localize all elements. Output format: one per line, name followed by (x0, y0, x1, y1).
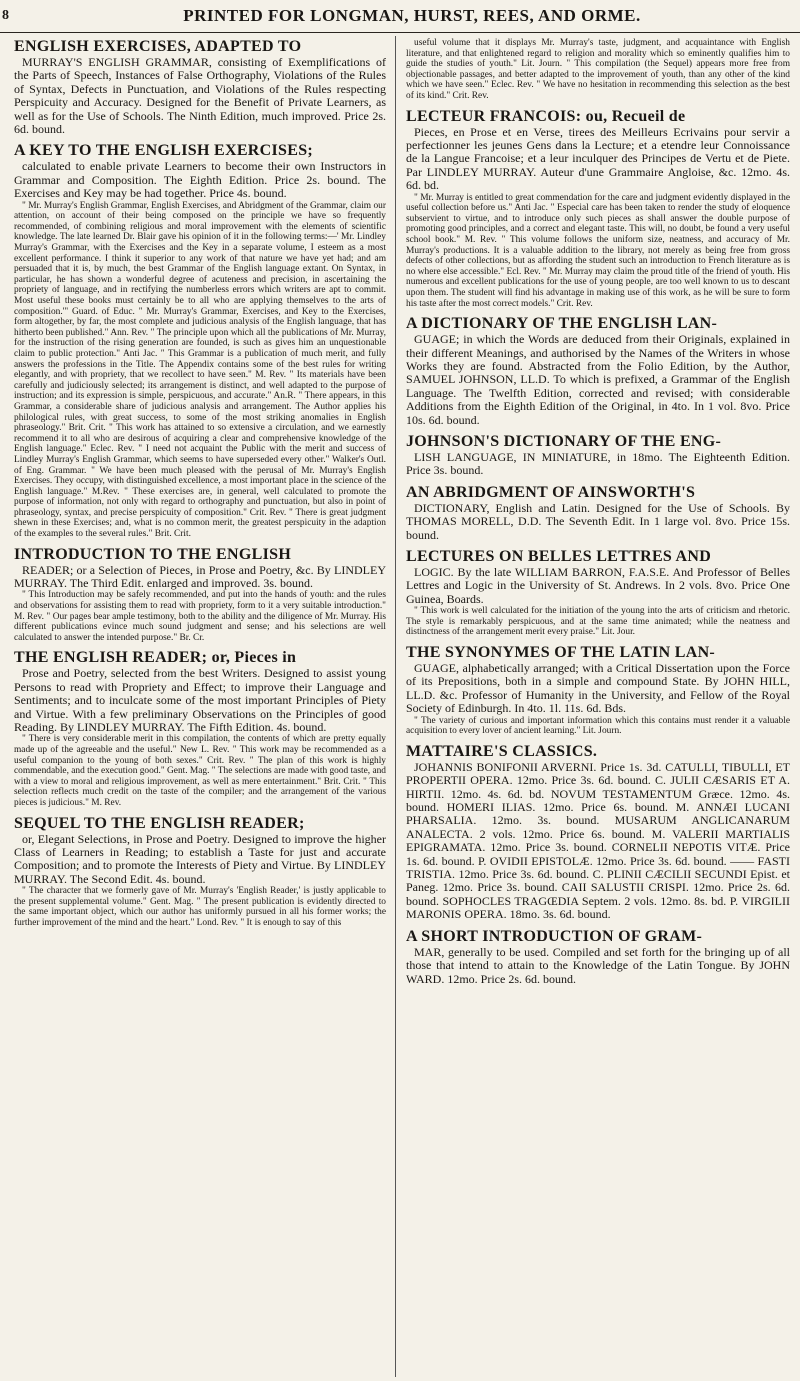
publisher-header: PRINTED FOR LONGMAN, HURST, REES, AND ORME. (183, 6, 641, 25)
advertisement-title: SEQUEL TO THE ENGLISH READER; (14, 814, 305, 832)
review-quotations: " Mr. Murray is entitled to great commendation for the care and judgment evidently displayed in the useful collection before us." Anti Jac. " Especial care has been taken to render the study of eloquence subservient to virtue, and to introduce only such pieces as shall answer the double purpose of promoting good principles, and a correct and elegant taste. This will, no doubt, be found a very useful school book." M. Rev. " This volume follows the uniform size, neatness, and accuracy of Mr. Murray's productions. It is a valuable addition to the library, not merely as being free from gross defects of other collections, but as affording the student such an introduction to French literature as is no where else accessible." Ecl. Rev. " Mr. Murray may claim the proud title of the friend of youth. His numerous and excellent publications for the use of young people, are too well known to us to descant upon them. The student will find his advantage in making use of this work, as he will be sure to form his taste after the most correct models." Crit. Rev. (406, 192, 790, 309)
advertisement-block (406, 108, 790, 310)
advertisement-description: GUAGE, alphabetically arranged; with a Critical Dissertation upon the Force of its Prepositions, both in a simple and compound State. By JOHN HILL, LL.D. &c. Professor of Humanity in the University, and Fellow of the Royal Society of Edinburgh. In 4to. 1l. 11s. 6d. Bds. (406, 661, 790, 716)
advertisement-block (14, 38, 386, 136)
advertisement-title: INTRODUCTION TO THE ENGLISH (14, 545, 292, 563)
advertisement-title: MATTAIRE'S CLASSICS. (406, 742, 598, 760)
advertisement-title: LECTURES ON BELLES LETTRES AND (406, 548, 712, 565)
advertisement-title: THE SYNONYMES OF THE LATIN LAN- (406, 644, 716, 661)
review-quotations: " This work is well calculated for the initiation of the young into the arts of criticism and rhetoric. The style is remarkably perspicuous, and at the same time animated; while the neatness and distinctness of the arrangement merit every praise." Lit. Jour. (406, 606, 790, 638)
advertisement-description: LISH LANGUAGE, IN MINIATURE, in 18mo. The Eighteenth Edition. Price 3s. bound. (406, 449, 790, 478)
left-column (14, 38, 386, 1379)
advertisement-block (406, 484, 790, 542)
advertisement-title: AN ABRIDGMENT OF AINSWORTH'S (406, 483, 696, 501)
advertisement-block (406, 433, 790, 478)
advertisement-description: Pieces, en Prose et en Verse, tirees des Meilleurs Ecrivains pour servir a perfectionner les jeunes Gens dans la Lecture; et a etendre leur Connoissance de la Langue Francoise; et a leur inculquer des Principes de Vertu et de Piete. Par LINDLEY MURRAY. Auteur d'une Grammaire Angloise, &c. 12mo. 4s. 6d. bd. (406, 124, 790, 193)
advertisement-block (14, 546, 386, 644)
advertisement-title: A DICTIONARY OF THE ENGLISH LAN- (406, 315, 718, 333)
page-number: 8 (2, 8, 10, 23)
column-divider (395, 36, 396, 1377)
review-quotations: " Mr. Murray's English Grammar, English Exercises, and Abridgment of the Grammar, claim our attention, on account of their being composed on the principle we have so frequently recommended, of combining religious and moral improvement with the elements of scientific knowledge. The late learned Dr. Blair gave his opinion of it in the following terms:—' Mr. Lindley Murray's Grammar, with the Exercises and the Key in a separate volume, I esteem as a most excellent performance. I think it superior to any work of that nature we have yet had; and am persuaded that it is, by much, the best Grammar of the English language extant. On Syntax, in particular, he has shown a wonderful degree of acuteness and precision, in ascertaining the propriety of language, and in rectifying the numberless errors which writers are apt to commit. Most useful these books must certainly be to all who are applying themselves to the arts of composition.'" Guard. of Educ. " Mr. Murray's Grammar, Exercises, and Key to the Exercises, form altogether, by far, the most complete and judicious analysis of the English language, that has hitherto been published." Ann. Rev. " The principle upon which all the publications of Mr. Murray, for the instruction of the rising generation are founded, is such as gives him an unquestionable claim to public protection." Anti Jac. " This Grammar is a publication of much merit, and fully answers the professions in the Title. The Appendix contains some of the best rules for writing elegantly, and with propriety, that we recollect to have seen." M. Rev. " Its materials have been carefully and judiciously selected; its arrangement is distinct, and well adapted to the purpose of instruction; and its expression is simple, perspicuous, and accurate." An.R. " There appears, in this Grammar, a considerable share of judicious analysis and arrangement. The Author applies his philological rules, with great success, to some of the most striking anomalies in English phraseology." Brit. Crit. " This work has attained to so extensive a circulation, and we earnestly recommend it to all who are desirous of acquiring a clear and comprehensive knowledge of the English language." Eclec. Rev. " I need not acquaint the Public with the merit and success of Lindley Murray's English Grammar, which seems to have superseded every other." Walker's Outl. of Eng. Grammar. " We have been much pleased with the perusal of Mr. Murray's English Exercises. They occupy, with distinguished excellence, a most important place in the science of the English language." M.Rev. " These exercises are, in general, well calculated to promote the purpose of information, not only with regard to orthography and punctuation, but also in point of phraseology, syntax, and precise perspicuity of composition." Crit. Rev. " There is great judgment shewn in these Exercises; and, what is no common merit, the greatest perspicuity in the adaption of the examples to the several rules." Brit. Crit. (14, 200, 386, 540)
review-quotations: " This Introduction may be safely recommended, and put into the hands of youth: and the rules and observations for assisting them to read with propriety, form to it a very suitable introduction." M. Rev. " Our pages bear ample testimony, both to the ability and the diligence of Mr. Murray. His different publications evince much sound judgment and sense; and his selections are well calculated to answer the intended purpose." Br. Cr. (14, 590, 386, 643)
advertisement-block (406, 928, 790, 986)
advertisement-description: calculated to enable private Learners to become their own Instructors in Grammar and Composition. The Eighth Edition. Price 2s. bound. The Exercises and Key may be had together. Price 4s. bound. (14, 159, 386, 201)
review-quotations: " There is very considerable merit in this compilation, the contents of which are pretty equally made up of the agreeable and the useful." New L. Rev. " This work may be recommended as a useful companion to the young of both sexes." Crit. Rev. " The plan of this work is highly commendable, and the execution good." Gent. Mag. " The selections are made with good taste, and with a view to moral and religious improvement, as well as mere entertainment." Brit. Crit. " This selection reflects much credit on the taste of the compiler; and the arrangement of the various pieces is judicious." M. Rev. (14, 734, 386, 809)
advertisement-description: or, Elegant Selections, in Prose and Poetry. Designed to improve the higher Class of Learners in Reading; to establish a Taste for just and accurate Composition; and to promote the Interests of Piety and Virtue. By LINDLEY MURRAY. The Second Edit. 4s. bound. (14, 831, 386, 886)
advertisement-block (14, 142, 386, 539)
advertisement-title: THE ENGLISH READER; or, Pieces in (14, 649, 297, 667)
advertisement-description: DICTIONARY, English and Latin. Designed for the Use of Schools. By THOMAS MORELL, D.D. The Seventh Edit. In 1 large vol. 8vo. Price 15s. bound. (406, 500, 790, 542)
advertisement-title: A SHORT INTRODUCTION OF GRAM- (406, 927, 703, 945)
advertisement-block (406, 315, 790, 427)
advertisement-title: A KEY TO THE ENGLISH EXERCISES; (14, 142, 314, 160)
advertisement-block (406, 548, 790, 638)
advertisement-description: Prose and Poetry, selected from the best Writers. Designed to assist young Persons to read with Propriety and Effect; to improve their Language and Sentiments; and to inculcate some of the most important Principles of Piety and Virtue. With a few preliminary Observations on the Principles of good Reading. By LINDLEY MURRAY. The Fifth Edition. 4s. bound. (14, 666, 386, 735)
advertisement-block (406, 644, 790, 737)
running-header (0, 0, 800, 33)
advertisement-title: JOHNSON'S DICTIONARY OF THE ENG- (406, 432, 722, 450)
advertisement-description: READER; or a Selection of Pieces, in Prose and Poetry, &c. By LINDLEY MURRAY. The Third Edit. enlarged and improved. 3s. bound. (14, 562, 386, 591)
advertisement-block (406, 38, 790, 102)
advertisement-description: LOGIC. By the late WILLIAM BARRON, F.A.S.E. And Professor of Belles Lettres and Logic in the University of St. Andrews. In 2 vols. 8vo. Price One Guinea, Boards. (406, 565, 790, 606)
advertisement-block (14, 649, 386, 808)
advertisement-description: GUAGE; in which the Words are deduced from their Originals, explained in their different Meanings, and authorised by the Names of the Writers in whose Works they are found. Abstracted from the Folio Edition, by the Author, SAMUEL JOHNSON, LL.D. To which is prefixed, a Grammar of the English Language. The Twelfth Edition, corrected and revised; with considerable Additions from the Eighth Edition of the Original, in 4to. In 1 vol. 8vo. Price 10s. 6d. bound. (406, 332, 790, 427)
review-quotations: useful volume that it displays Mr. Murray's taste, judgment, and acquaintance with English literature, and that enlightened regard to religion and morality which so eminently qualifies him to guide the studies of youth." Lit. Journ. " This compilation (the Sequel) appears more free from objectionable passages, and better adapted to the improvement of youth, than any other of the kind which we have seen." Eclec. Rev. " We have no hesitation in recommending this selection as the best of its kind." Crit. Rev. (406, 38, 790, 101)
advertisement-description: MURRAY'S ENGLISH GRAMMAR, consisting of Exemplifications of the Parts of Speech, Instances of False Orthography, Violations of the Rules of Syntax, Defects in Punctuation, and Violations of the Rules respecting Perspicuity and Accuracy. Designed for the Benefit of Private Learners, as well as for the Use of Schools. The Ninth Edition, much improved. Price 2s. 6d. bound. (14, 55, 386, 137)
review-quotations: " The character that we formerly gave of Mr. Murray's 'English Reader,' is justly applicable to the present supplemental volume." Gent. Mag. " The present publication is evidently directed to the same important object, which our author has uniformly pursued in all his former works; the further improvement of the mind and the heart." Lond. Rev. " It is enough to say of this (14, 886, 386, 929)
advertisement-description: MAR, generally to be used. Compiled and set forth for the bringing up of all those that intend to attain to the Knowledge of the Latin Tongue. By JOHN WARD. 12mo. Price 2s. 6d. bound. (406, 944, 790, 986)
advertisement-title: LECTEUR FRANCOIS: ou, Recueil de (406, 107, 686, 125)
right-column (406, 38, 790, 1379)
advertisement-block (14, 815, 386, 929)
review-quotations: " The variety of curious and important information which this contains must render it a valuable acquisition to every lover of ancient learning." Lit. Journ. (406, 715, 790, 737)
advertisement-title: ENGLISH EXERCISES, ADAPTED TO (14, 38, 302, 55)
advertisement-block (406, 743, 790, 922)
advertisement-description: JOHANNIS BONIFONII ARVERNI. Price 1s. 3d. CATULLI, TIBULLI, ET PROPERTII OPERA. 12mo. Price 3s. 6d. bound. C. JULII CÆSARIS ET A. HIRTII. 12mo. 4s. 6d. bd. NOVUM TESTAMENTUM Græce. 12mo. 4s. bound. HOMERI ILIAS. 12mo. Price 6s. bound. M. ANNÆI LUCANI PHARSALIA. 12mo. 3s. bound. MUSARUM ANGLICANARUM ANALECTA. 2 vols. 12mo. Price 6s. bound. M. VALERII MARTIALIS EPIGRAMATA. 12mo. Price 3s. bound. CORNELII NEPOTIS VITÆ. Price 1s. 6d. bound. P. OVIDII EPISTOLÆ. 12mo. Price 3s. 6d. bound. —— FASTI TRISTIA. 12mo. Price 3s. 6d. bound. C. PLINII CÆCILII SECUNDI Epist. et Paneg. 12mo. Price 3s. bound. CAII SALUSTII CRISPI. 12mo. Price 2s. 6d. bound. SOPHOCLES TRAGŒDIA Septem. 2 vols. 12mo. 8s. bd. P. VIRGILII MARONIS OPERA. 18mo. 3s. 6d. bound. (406, 759, 790, 922)
